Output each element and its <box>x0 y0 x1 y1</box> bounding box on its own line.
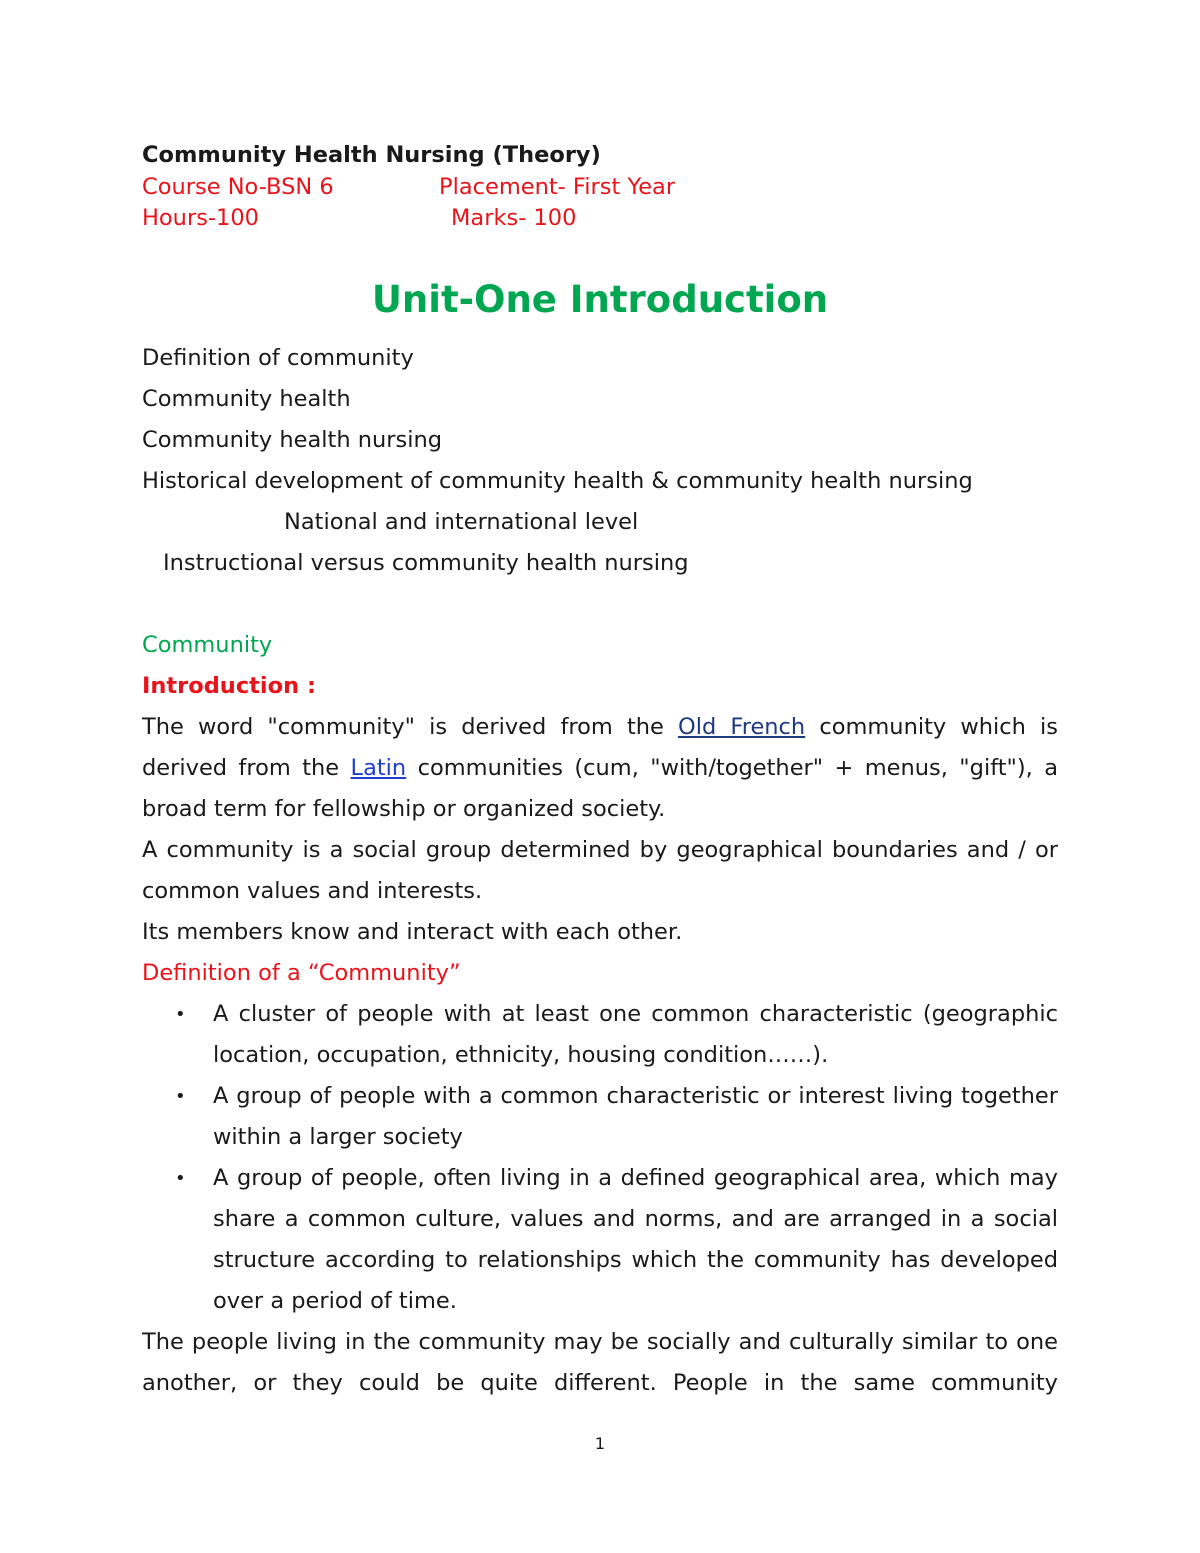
page-number: 1 <box>594 1434 606 1453</box>
members-paragraph: Its members know and interact with each other. <box>142 919 683 945</box>
topic-item: Community health <box>142 386 351 412</box>
bullet-icon: • <box>175 1168 186 1189</box>
closing-paragraph: The people living in the community may be socially and culturally similar to one another, or they could be quite different. People in the same community <box>142 1329 1058 1396</box>
list-item <box>142 1158 1058 1322</box>
section-heading: Community <box>142 632 273 658</box>
hours: Hours-100 <box>142 205 259 231</box>
topic-item: Definition of community <box>142 345 414 371</box>
latin-link[interactable]: Latin <box>350 755 407 781</box>
bullet-icon: • <box>175 1086 186 1107</box>
paragraph-text: The word "community" is derived from the <box>142 714 679 740</box>
old-french-link[interactable]: Old French <box>678 714 806 740</box>
topic-item: National and international level <box>284 509 639 535</box>
topic-item: Historical development of community health & community health nursing <box>142 468 973 494</box>
definition-text: A group of people, often living in a defined geographical area, which may share a common culture, values and norms, and are arranged in a social structure according to relationships which the community has developed over a period of time. <box>213 1165 1058 1314</box>
topic-list <box>142 338 1058 584</box>
topic-item: Community health nursing <box>142 427 443 453</box>
community-paragraph: A community is a social group determined by geographical boundaries and / or common values and interests. <box>142 837 1058 904</box>
definition-text: A group of people with a common characteristic or interest living together within a larger society <box>213 1083 1058 1150</box>
page-content <box>142 138 1059 1396</box>
topic-item: Instructional versus community health nursing <box>163 550 689 576</box>
community-section <box>142 625 1058 1404</box>
course-meta-row <box>142 172 1058 203</box>
list-item <box>142 994 1058 1076</box>
unit-title: Unit-One Introduction <box>371 278 829 321</box>
marks: Marks- 100 <box>451 205 577 231</box>
introduction-paragraph <box>142 707 1058 830</box>
definition-heading: Definition of a “Community” <box>142 960 461 986</box>
definition-list <box>142 994 1058 1322</box>
hours-meta-row <box>142 203 1058 234</box>
definition-text: A cluster of people with at least one common characteristic (geographic location, occupation, ethnicity, housing condition……). <box>213 1001 1058 1068</box>
bullet-icon: • <box>175 1004 186 1025</box>
placement: Placement- First Year <box>439 174 676 200</box>
document-title: Community Health Nursing (Theory) <box>142 142 601 168</box>
course-number: Course No-BSN 6 <box>142 174 334 200</box>
paragraph-text: communities (cum, "with/together" + menus, "gift"), a broad term for fellowship or organized society. <box>142 755 1058 822</box>
list-item <box>142 1076 1058 1158</box>
introduction-heading: Introduction : <box>142 673 316 699</box>
paragraph-text: community which is derived from the <box>142 714 1059 781</box>
